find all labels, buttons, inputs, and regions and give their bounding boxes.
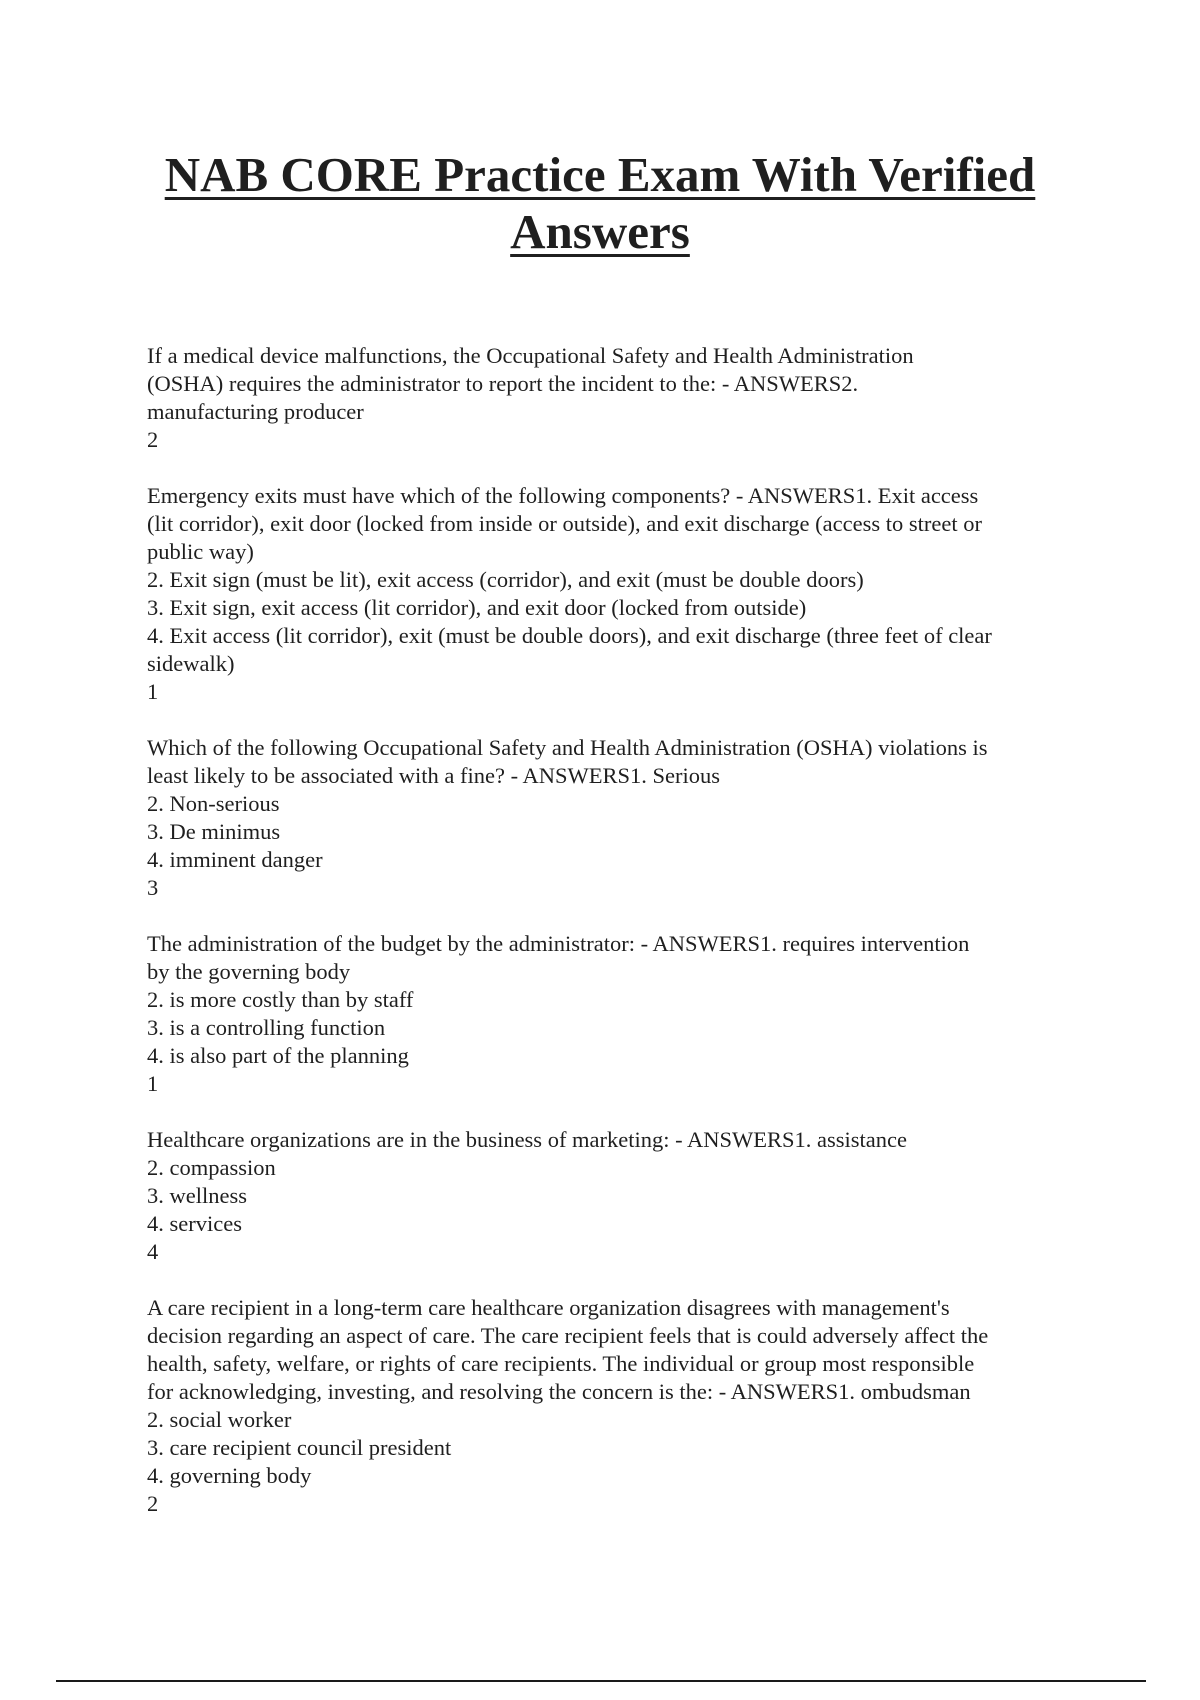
question-line: The administration of the budget by the administrator: - ANSWERS1. requires intervention bbox=[147, 931, 970, 956]
question-block-1 bbox=[147, 342, 1067, 454]
question-line: by the governing body bbox=[147, 959, 351, 984]
option-line: 3. is a controlling function bbox=[147, 1015, 386, 1040]
option-line: 2. compassion bbox=[147, 1155, 276, 1180]
question-line: (lit corridor), exit door (locked from inside or outside), and exit discharge (access to street or bbox=[147, 511, 982, 536]
question-line: least likely to be associated with a fine? - ANSWERS1. Serious bbox=[147, 763, 721, 788]
option-line: 4. imminent danger bbox=[147, 847, 323, 872]
question-line: health, safety, welfare, or rights of care recipients. The individual or group most responsible bbox=[147, 1351, 975, 1376]
title-line-2: Answers bbox=[510, 204, 690, 259]
question-line: Healthcare organizations are in the business of marketing: - ANSWERS1. assistance bbox=[147, 1127, 908, 1152]
option-line: 4. Exit access (lit corridor), exit (must be double doors), and exit discharge (three feet of clear bbox=[147, 623, 992, 648]
question-line: public way) bbox=[147, 539, 254, 564]
answer-key: 2 bbox=[147, 427, 159, 452]
question-line: decision regarding an aspect of care. The care recipient feels that is could adversely affect the bbox=[147, 1323, 989, 1348]
option-line: 4. governing body bbox=[147, 1463, 312, 1488]
question-line: (OSHA) requires the administrator to report the incident to the: - ANSWERS2. bbox=[147, 371, 859, 396]
question-block-2 bbox=[147, 482, 1067, 706]
option-line: 2. Exit sign (must be lit), exit access (corridor), and exit (must be double doors) bbox=[147, 567, 864, 592]
option-line: 3. Exit sign, exit access (lit corridor), and exit door (locked from outside) bbox=[147, 595, 807, 620]
option-line: 3. wellness bbox=[147, 1183, 247, 1208]
answer-key: 2 bbox=[147, 1491, 159, 1516]
question-line: for acknowledging, investing, and resolving the concern is the: - ANSWERS1. ombudsman bbox=[147, 1379, 971, 1404]
title-line-1: NAB CORE Practice Exam With Verified bbox=[164, 147, 1036, 202]
question-block-3 bbox=[147, 734, 1067, 902]
answer-key: 4 bbox=[147, 1239, 159, 1264]
question-block-6 bbox=[147, 1294, 1067, 1518]
question-line: manufacturing producer bbox=[147, 399, 364, 424]
answer-key: 1 bbox=[147, 1071, 159, 1096]
option-line: 4. services bbox=[147, 1211, 242, 1236]
page-title bbox=[100, 146, 1100, 260]
question-list bbox=[147, 342, 1067, 1546]
question-line: Which of the following Occupational Safety and Health Administration (OSHA) violations is bbox=[147, 735, 988, 760]
option-line: 2. Non-serious bbox=[147, 791, 280, 816]
footer-divider bbox=[56, 1680, 1146, 1682]
option-line: 3. care recipient council president bbox=[147, 1435, 452, 1460]
option-line: 3. De minimus bbox=[147, 819, 281, 844]
question-block-5 bbox=[147, 1126, 1067, 1266]
option-line: 2. social worker bbox=[147, 1407, 292, 1432]
question-line: If a medical device malfunctions, the Occupational Safety and Health Administration bbox=[147, 343, 914, 368]
option-line: 2. is more costly than by staff bbox=[147, 987, 414, 1012]
answer-key: 1 bbox=[147, 679, 159, 704]
question-block-4 bbox=[147, 930, 1067, 1098]
question-line: Emergency exits must have which of the following components? - ANSWERS1. Exit access bbox=[147, 483, 979, 508]
option-line: sidewalk) bbox=[147, 651, 235, 676]
option-line: 4. is also part of the planning bbox=[147, 1043, 409, 1068]
answer-key: 3 bbox=[147, 875, 159, 900]
question-line: A care recipient in a long-term care healthcare organization disagrees with management's bbox=[147, 1295, 950, 1320]
